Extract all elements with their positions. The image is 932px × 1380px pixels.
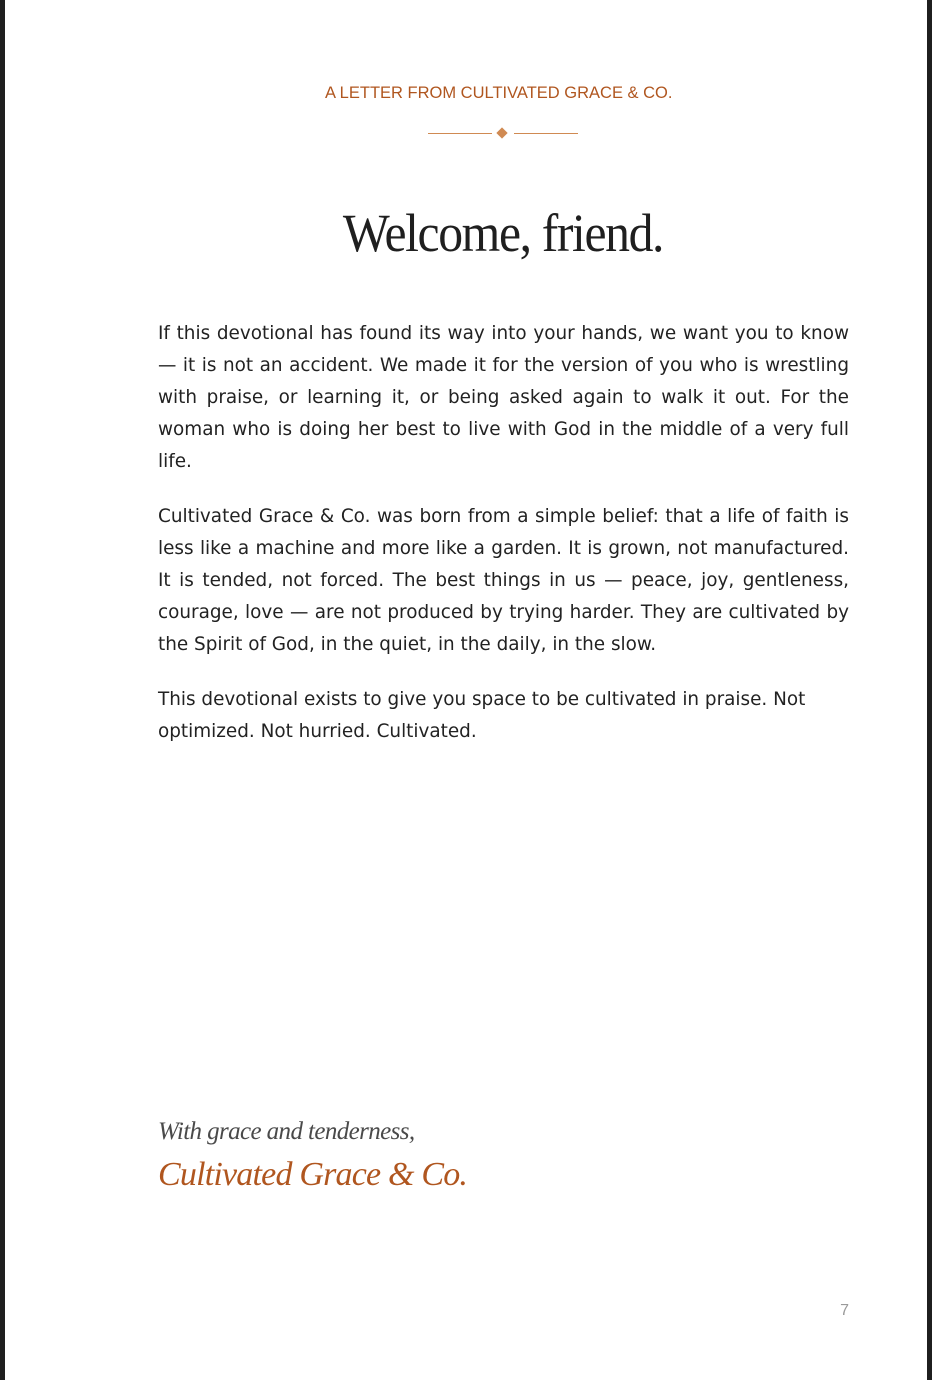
signoff-line: With grace and tenderness,: [158, 1118, 415, 1145]
eyebrow-heading: A LETTER FROM CULTIVATED GRACE & CO.: [325, 84, 673, 102]
paragraph: This devotional exists to give you space to be cultivated in praise. Not optimized. Not hurried. Cultivated.: [158, 689, 806, 742]
paragraph: If this devotional has found its way into your hands, we want you to know — it is not an accident. We made it for the version of you who is wrestling with praise, or learning it, or being asked again to walk it out. For the woman who is doing her best to live with God in the middle of a very full life.: [158, 323, 849, 472]
ornament-divider: [428, 127, 578, 141]
letter-body: [158, 318, 849, 771]
diamond-icon: [496, 127, 507, 138]
divider-rule-left: [428, 133, 492, 134]
page-title: Welcome, friend.: [342, 203, 664, 263]
page-number: 7: [840, 1302, 849, 1319]
signature: Cultivated Grace & Co.: [158, 1156, 468, 1193]
document-page: [5, 0, 927, 1380]
divider-rule-right: [514, 133, 578, 134]
paragraph: Cultivated Grace & Co. was born from a simple belief: that a life of faith is less like a machine and more like a garden. It is grown, not manufactured. It is tended, not forced. The best things in us — peace, joy, gentleness, courage, love — are not produced by trying harder. They are cultivated by the Spirit of God, in the quiet, in the daily, in the slow.: [158, 506, 849, 655]
